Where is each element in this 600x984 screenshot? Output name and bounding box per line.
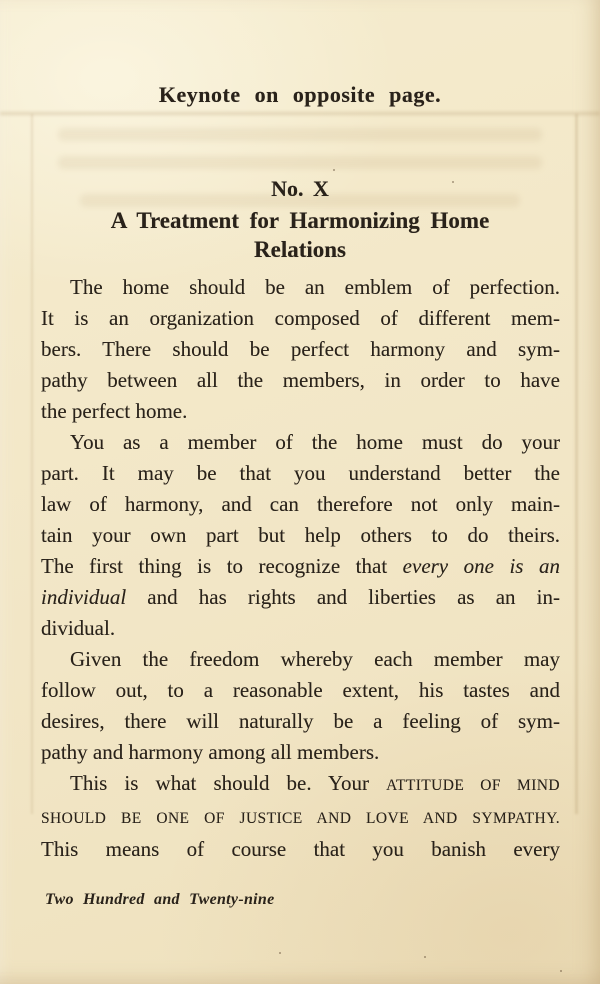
- body-line: [41, 706, 560, 737]
- body-line: [41, 520, 560, 551]
- bleedthrough-text-row: [58, 128, 542, 141]
- text-segment: The first thing is to recognize that: [41, 554, 403, 578]
- paper-speck: [424, 956, 426, 958]
- page-number-folio: Two Hundred and Twenty-nine: [45, 891, 275, 908]
- italic-phrase: every one is an: [402, 554, 560, 578]
- body-line: [41, 458, 560, 489]
- text-segment: pathy between all the members, in order to have: [41, 368, 560, 392]
- text-segment: This is what should be. Your: [70, 771, 387, 795]
- text-segment: bers. There should be perfect harmony and sym-: [41, 337, 560, 361]
- body-line: [41, 613, 560, 644]
- running-head: Keynote on opposite page.: [158, 82, 442, 107]
- text-segment: tain your own part but help others to do theirs.: [41, 523, 560, 547]
- paragraph: [41, 272, 560, 427]
- body-line: [41, 675, 560, 706]
- italic-phrase: individual: [41, 585, 127, 609]
- text-segment: part. It may be that you understand better the: [41, 461, 560, 485]
- body-line: [41, 768, 560, 801]
- text-segment: desires, there will naturally be a feeling of sym-: [41, 709, 560, 733]
- small-caps-phrase: ATTITUDE OF MIND: [386, 777, 560, 794]
- chapter-title-line-2: Relations: [254, 237, 346, 262]
- text-segment: dividual.: [41, 616, 116, 640]
- text-segment: You as a member of the home must do your: [70, 430, 560, 454]
- body-line: [41, 644, 560, 675]
- section-number: No. X: [271, 176, 329, 201]
- text-segment: pathy and harmony among all members.: [41, 740, 380, 764]
- body-line: [41, 582, 560, 613]
- chapter-title-line-1: A Treatment for Harmonizing Home: [110, 208, 490, 233]
- body-line: [41, 551, 560, 582]
- paper-speck: [560, 970, 562, 972]
- paper-speck: [333, 169, 335, 171]
- small-caps-phrase: SHOULD BE ONE OF JUSTICE AND LOVE AND SYMPATHY.: [41, 810, 560, 827]
- text-segment: law of harmony, and can therefore not only main-: [41, 492, 560, 516]
- text-segment: The home should be an emblem of perfection.: [70, 275, 560, 299]
- body-line: [41, 737, 560, 768]
- body-line: [41, 801, 560, 834]
- text-segment: Given the freedom whereby each member may: [70, 647, 560, 671]
- paper-speck: [279, 952, 281, 954]
- body-line: [41, 427, 560, 458]
- bleedthrough-rule: [0, 112, 600, 115]
- body-line: [41, 489, 560, 520]
- text-segment: follow out, to a reasonable extent, his tastes and: [41, 678, 560, 702]
- text-segment: It is an organization composed of different mem-: [41, 306, 560, 330]
- chapter-title: [0, 206, 600, 264]
- body-line: [41, 303, 560, 334]
- bleedthrough-text-row: [58, 156, 542, 169]
- paragraph: [41, 768, 560, 865]
- body-line: [41, 334, 560, 365]
- text-segment: the perfect home.: [41, 399, 188, 423]
- body-line: [41, 834, 560, 865]
- paragraph: [41, 644, 560, 768]
- text-segment: This means of course that you banish every: [41, 837, 560, 861]
- body-line: [41, 272, 560, 303]
- text-segment: and has rights and liberties as an in-: [126, 585, 560, 609]
- paragraph: [41, 427, 560, 644]
- body-line: [41, 396, 560, 427]
- body-line: [41, 365, 560, 396]
- body-text: [41, 272, 560, 865]
